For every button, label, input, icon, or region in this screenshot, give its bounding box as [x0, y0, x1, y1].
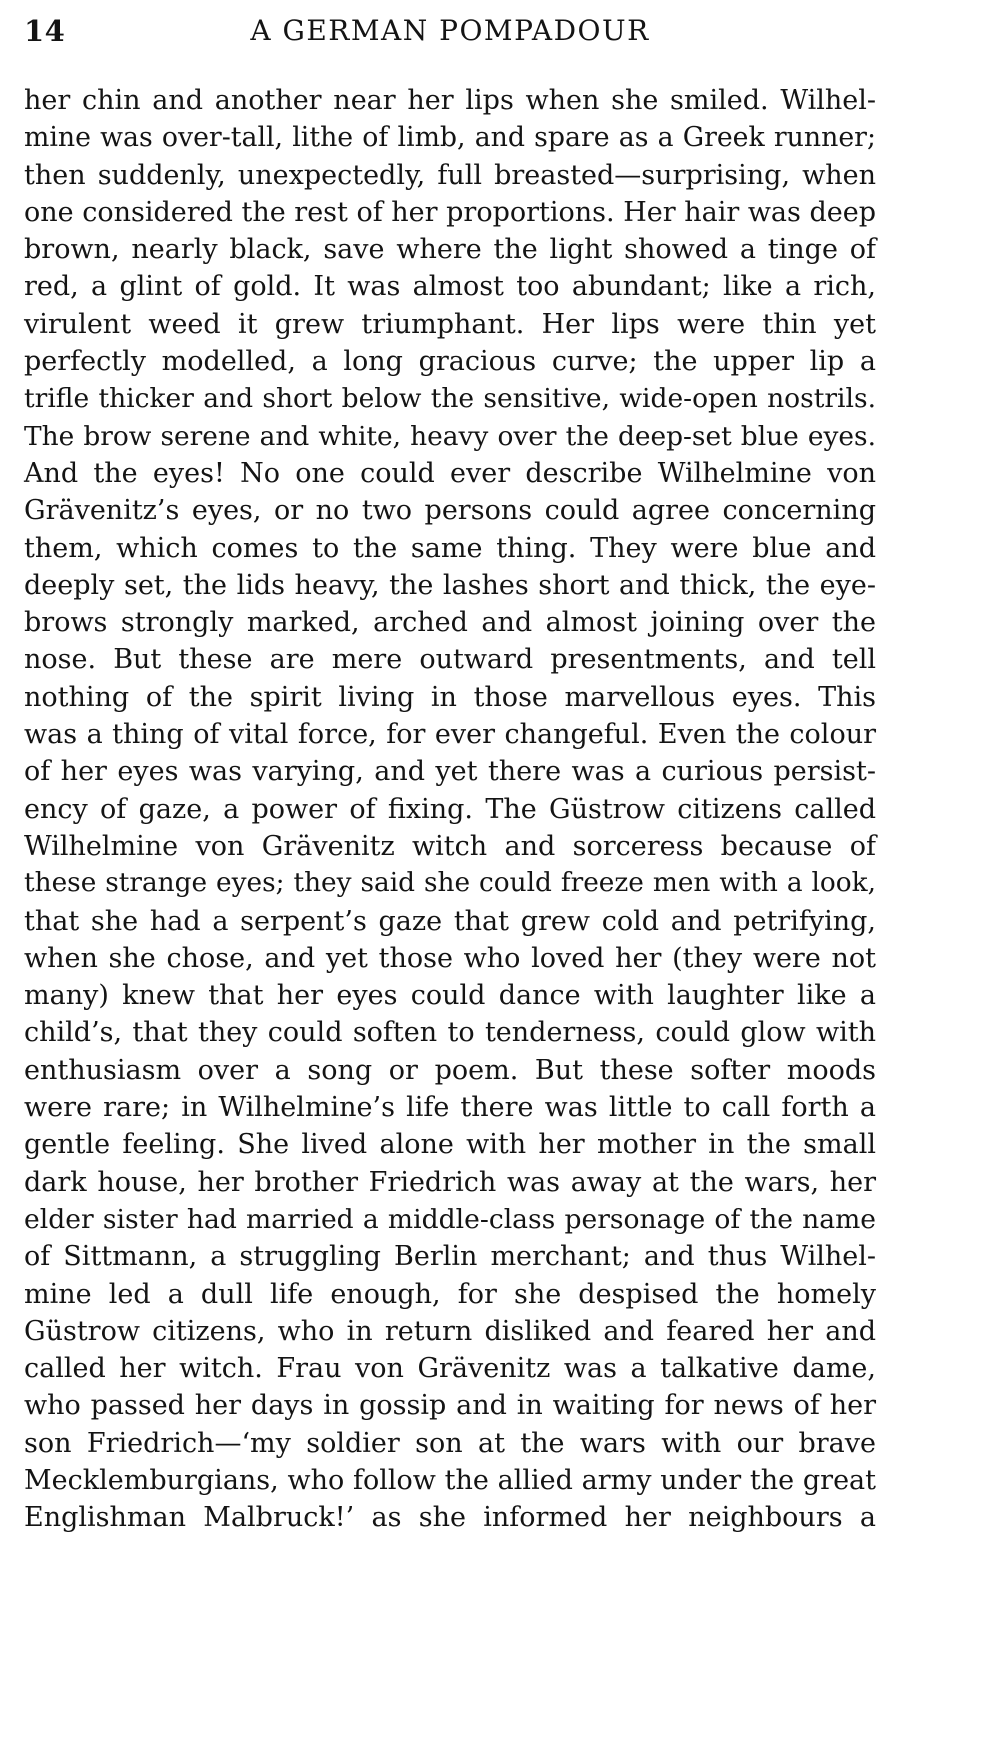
book-title: A GERMAN POMPADOUR: [250, 14, 650, 47]
text-line: Wilhelmine von Grävenitz witch and sorceress because of: [24, 830, 876, 862]
text-line: Grävenitz’s eyes, or no two persons could agree concerning: [24, 495, 876, 527]
text-line: then suddenly, unexpectedly, full breasted—surprising, when: [24, 159, 876, 191]
text-line: of Sittmann, a struggling Berlin merchant; and thus Wilhel-: [24, 1241, 876, 1273]
text-line: And the eyes! No one could ever describe Wilhelmine von: [24, 457, 876, 489]
text-line: her chin and another near her lips when she smiled. Wilhel-: [24, 85, 876, 116]
text-line: Englishman Malbruck!’ as she informed her neighbours a: [24, 1502, 876, 1534]
text-line: brown, nearly black, save where the light showed a tinge of: [24, 234, 876, 266]
text-line: Mecklemburgians, who follow the allied army under the great: [24, 1464, 876, 1496]
text-line: perfectly modelled, a long gracious curve; the upper lip a: [24, 346, 876, 378]
text-line: these strange eyes; they said she could freeze men with a look,: [24, 868, 876, 899]
text-line: who passed her days in gossip and in waiting for news of her: [24, 1390, 876, 1422]
text-line: when she chose, and yet those who loved her (they were not: [24, 942, 876, 974]
text-line: them, which comes to the same thing. They were blue and: [24, 532, 876, 564]
text-line: Güstrow citizens, who in return disliked and feared her and: [24, 1315, 876, 1347]
text-line: ency of gaze, a power of fixing. The Güstrow citizens called: [24, 793, 876, 825]
text-line: trifle thicker and short below the sensitive, wide-open nostrils.: [24, 383, 876, 415]
text-line: of her eyes was varying, and yet there was a curious persist-: [24, 756, 876, 788]
text-line: child’s, that they could soften to tenderness, could glow with: [24, 1017, 876, 1049]
text-line: nothing of the spirit living in those marvellous eyes. This: [24, 681, 876, 713]
page-number: 14: [24, 14, 66, 48]
text-line: was a thing of vital force, for ever changeful. Even the colour: [24, 719, 876, 751]
text-line: elder sister had married a middle-class personage of the name: [24, 1203, 876, 1235]
text-line: virulent weed it grew triumphant. Her lips were thin yet: [24, 308, 876, 340]
text-line: that she had a serpent’s gaze that grew cold and petrifying,: [24, 905, 876, 937]
text-line: dark house, her brother Friedrich was away at the wars, her: [24, 1166, 876, 1198]
text-line: deeply set, the lids heavy, the lashes short and thick, the eye-: [24, 569, 876, 601]
text-line: mine led a dull life enough, for she despised the homely: [24, 1278, 876, 1310]
text-line: brows strongly marked, arched and almost joining over the: [24, 607, 876, 639]
body-text: [24, 82, 876, 1537]
text-line: son Friedrich—‘my soldier son at the wars with our brave: [24, 1427, 876, 1459]
text-line: nose. But these are mere outward presentments, and tell: [24, 644, 876, 676]
text-line: one considered the rest of her proportions. Her hair was deep: [24, 196, 876, 228]
running-head: [24, 14, 876, 54]
text-line: gentle feeling. She lived alone with her mother in the small: [24, 1129, 876, 1161]
text-line: mine was over-tall, lithe of limb, and spare as a Greek runner;: [24, 122, 876, 154]
text-line: called her witch. Frau von Grävenitz was a talkative dame,: [24, 1353, 876, 1385]
text-line: enthusiasm over a song or poem. But these softer moods: [24, 1054, 876, 1086]
text-line: red, a glint of gold. It was almost too abundant; like a rich,: [24, 271, 876, 303]
text-line: were rare; in Wilhelmine’s life there was little to call forth a: [24, 1092, 876, 1124]
text-line: many) knew that her eyes could dance with laughter like a: [24, 980, 876, 1012]
text-line: The brow serene and white, heavy over the deep-set blue eyes.: [24, 420, 876, 452]
